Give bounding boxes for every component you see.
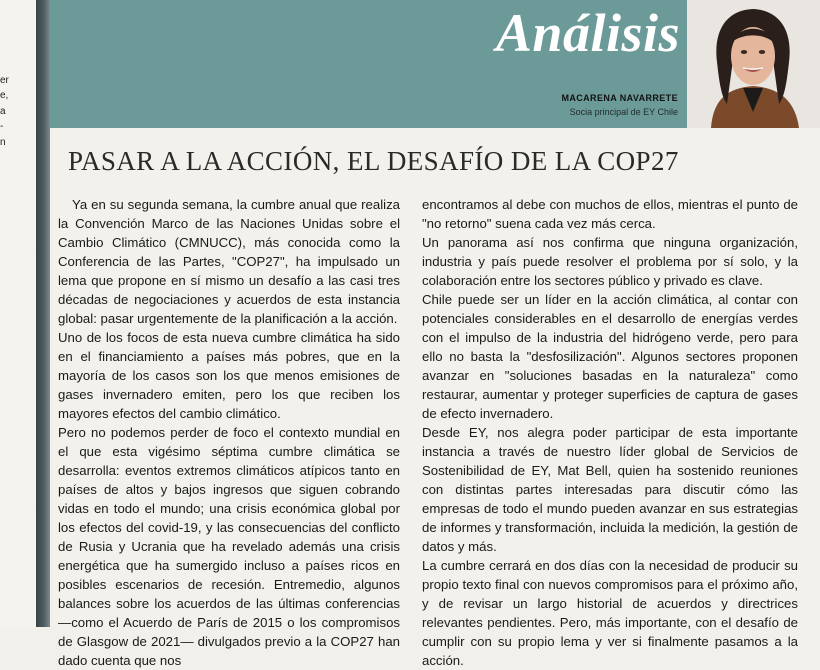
fragment-text: - xyxy=(0,121,4,132)
paragraph: La cumbre cerrará en dos días con la necesidad de producir su propio texto final con nuevos compromisos para el próximo año, y de revisar un largo historial de acuerdos y directrices relevantes pendientes. Pero, más importante, con el desafío de cumplir con su propio lema y ver si finalmente pasamos a la acción. xyxy=(422,558,798,668)
author-name: MACARENA NAVARRETE xyxy=(561,93,678,103)
fragment-text: n xyxy=(0,137,6,148)
paragraph: Un panorama así nos confirma que ninguna organización, industria y país puede resolver el problema por sí solo, y la colaboración entre los sectores público y privado es clave. xyxy=(422,235,798,288)
article-headline: PASAR A LA ACCIÓN, EL DESAFÍO DE LA COP27 xyxy=(68,146,679,176)
paragraph: encontramos al debe con muchos de ellos, mientras el punto de "no retorno" suena cada vez más cerca. xyxy=(422,197,798,231)
paragraph: Chile puede ser un líder en la acción climática, al contar con potenciales considerables en el desarrollo de energías verdes con el impulso de la industria del hidrógeno verde, pero para ello no basta la "desfosilización". Algunos sectores proponen avanzar en "soluciones basadas en la naturaleza" como restaurar, aumentar y proteger superficies de captura de gases de efecto invernadero. xyxy=(422,292,798,421)
fragment-text: er xyxy=(0,75,9,86)
article-column-1 xyxy=(58,195,400,670)
paragraph: Uno de los focos de esta nueva cumbre climática ha sido en el financiamiento a países más pobres, que en la mayoría de los casos son los que menos emisiones de gases invernadero emiten, pero los que reciben los mayores efectos del cambio climático. xyxy=(58,330,400,421)
fragment-text: e, xyxy=(0,90,9,101)
page-gutter-bar xyxy=(36,0,50,627)
paragraph: Pero no podemos perder de foco el contexto mundial en el que esta vigésimo séptima cumbre climática se desarrolla: eventos extremos climáticos atípicos tanto en países de altos y bajos ingresos que siguen cobrando vidas en todo el mundo; una crisis económica global por los efectos del covid-19, y las consecuencias del conflicto de Rusia y Ucrania que ha revelado además una crisis energética que ha sumergido incluso a países ricos en posibles escenarios de recesión. Entremedio, algunos balances sobre los acuerdos de las últimas conferencias —como el Acuerdo de París de 2015 o los compromisos de Glasgow de 2021— divulgados previo a la COP27 han dado cuenta que nos xyxy=(58,425,400,668)
section-title: Análisis xyxy=(495,3,680,63)
paragraph: Desde EY, nos alegra poder participar de esta importante instancia a través de nuestro líder global de Servicios de Sostenibilidad de EY, Mat Bell, quien ha sostenido reuniones con distintas partes interesadas para discutir cómo las empresas de todo el mundo pueden avanzar en sus estrategias de informes y transformación, incluida la medición, la gestión de datos y más. xyxy=(422,425,798,554)
paragraph: Ya en su segunda semana, la cumbre anual que realiza la Convención Marco de las Naciones Unidas sobre el Cambio Climático (CMNUCC), más conocida como la Conferencia de las Partes, "COP27", ha impulsado un lema que propone en sí mismo un desafío a las casi tres décadas de negociaciones y acuerdos de esta instancia global: pasar urgentemente de la planificación a la acción. xyxy=(58,197,400,326)
author-role: Socia principal de EY Chile xyxy=(569,107,678,117)
portrait-illustration xyxy=(687,0,820,128)
article-column-2 xyxy=(422,195,798,670)
author-photo xyxy=(687,0,820,128)
fragment-text: a xyxy=(0,106,6,117)
adjacent-column-fragment xyxy=(0,0,36,627)
